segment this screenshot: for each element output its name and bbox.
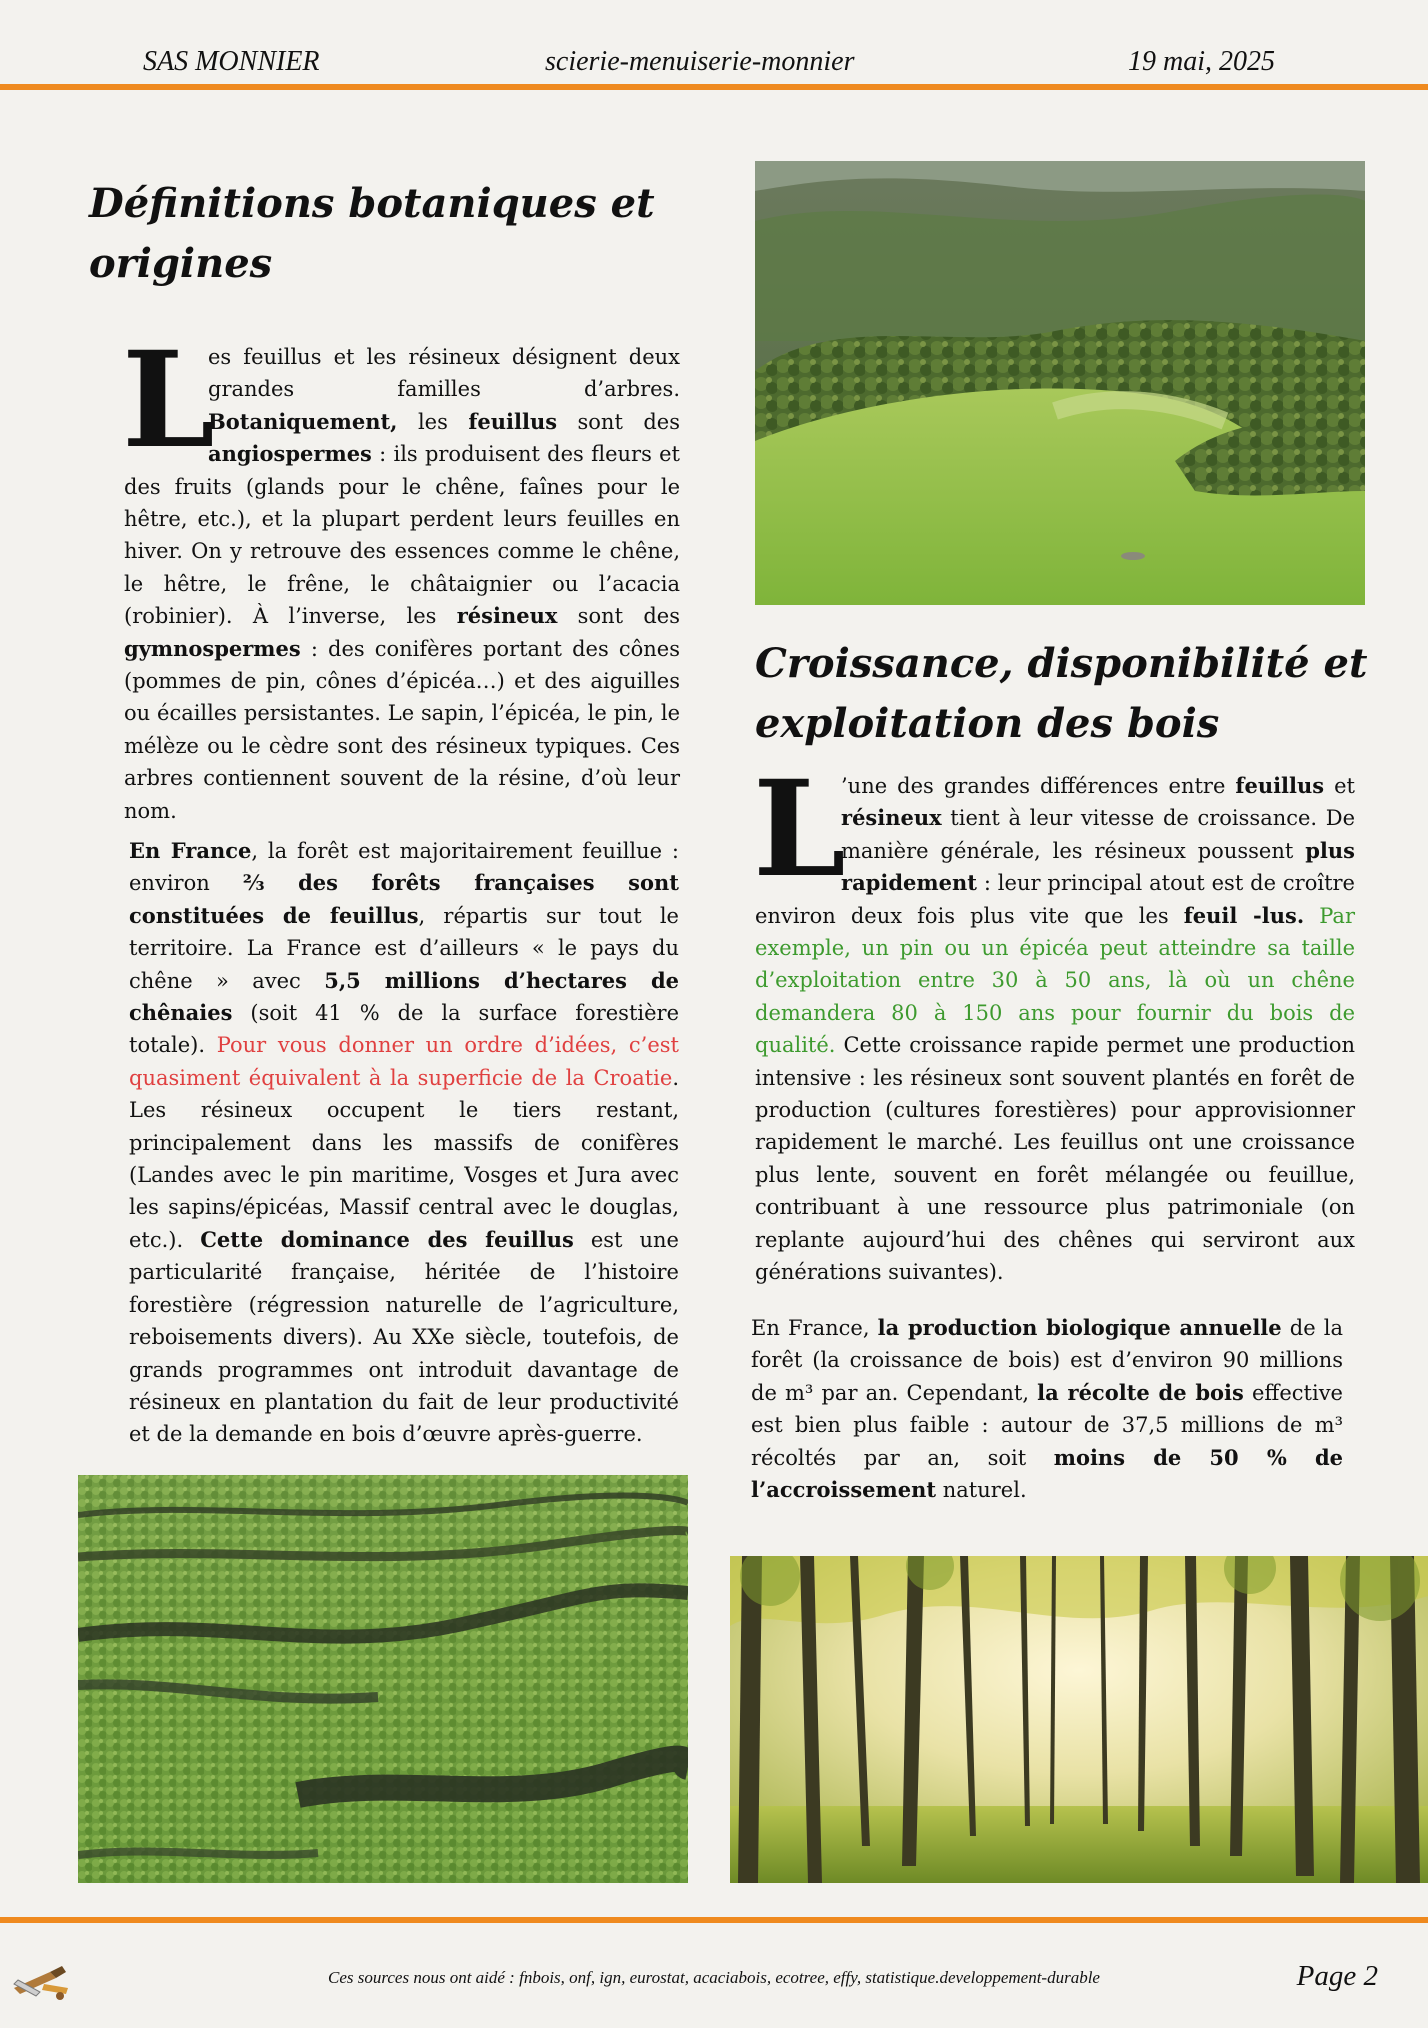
bold-run: feuillus (468, 408, 558, 434)
bold-run: angiospermes (208, 441, 372, 467)
section1-p1-content (122, 323, 680, 823)
text-run: : ils produisent des fleurs et des fruits (glands pour le chêne, faînes pour le hêtre, etc.), et la plupart perdent leurs feuilles en hiver. On y retrouve des essences comme le chêne, le hêtre, le frêne, le châtaignier ou l’acacia (robinier). À l’inverse, les (124, 442, 680, 629)
footer-sources: Ces sources nous ont aidé : fnbois, onf, ign, eurostat, acaciabois, ecotree, effy, statistique.developpement-durable (328, 1968, 1100, 1987)
bold-run: ⅔ des forêts françaises sont constituées de feuillus (129, 870, 679, 928)
sunlit-tree-trunks-photo (730, 1556, 1428, 1883)
text-run: En France, (751, 1316, 878, 1340)
text-run: sont des (557, 409, 680, 434)
text-run (1304, 904, 1319, 928)
bold-run: Cette dominance des feuillus (200, 1226, 574, 1252)
aerial-forest-image (78, 1475, 688, 1883)
section1-p2-content (129, 839, 679, 1446)
bold-run: En France (129, 838, 252, 863)
text-run: : leur principal atout est de croître environ deux fois plus vite que les (755, 871, 1355, 928)
landscape-image (755, 161, 1365, 605)
text-run: effective est bien plus faible : autour de 37,5 millions de m³ récoltés par an, soit (751, 1380, 1343, 1470)
bold-run: moins de 50 % de l’accroissement (751, 1444, 1344, 1503)
text-run: (soit 41 % de la surface forestière totale). (129, 1001, 679, 1058)
text-run: : des conifères portant des cônes (pommes de pin, cônes d’épicéa…) et des aiguilles ou écailles persistantes. Le sapin, l’épicéa, le pin, le mélèze ou le cèdre sont des résineux typiques. Ces arbres contiennent souvent de la résine, d’où leur nom. (124, 636, 680, 823)
section1-title (89, 174, 689, 294)
header-site: scierie-menuiserie-monnier (545, 46, 855, 77)
bold-run: feuillus (1235, 773, 1325, 798)
bold-run: la récolte de bois (1037, 1379, 1244, 1405)
section1-paragraph2 (129, 835, 679, 1451)
red-run: Pour vous donner un ordre d’idées, c’est quasiment équivalent à la superficie de la Croatie (129, 1033, 679, 1090)
text-run: les (397, 409, 469, 434)
page-number: Page 2 (1296, 1960, 1378, 1992)
section2-p1-content (753, 752, 1356, 1285)
section1-title-line1: Définitions botaniques et (89, 180, 655, 227)
footer-divider (0, 1917, 1428, 1923)
section2-title (755, 634, 1395, 754)
section1-dropcap: L (122, 323, 215, 478)
header-date: 19 mai, 2025 (1128, 46, 1275, 77)
section2-dropcap: L (753, 752, 846, 907)
bold-run: 5,5 millions d’hectares de chênaies (129, 967, 679, 1026)
section2-title-line1: Croissance, disponibilité et (755, 640, 1368, 687)
trees-image (730, 1556, 1428, 1883)
text-run: sont des (557, 604, 680, 629)
text-run: ’une des grandes différences entre (841, 774, 1236, 798)
hillside-meadow-forest-photo (755, 161, 1365, 605)
bold-run: gymnospermes (124, 635, 301, 661)
aerial-pine-plantation-photo (78, 1475, 688, 1883)
section2-title-line2: exploitation des bois (755, 700, 1220, 747)
text-run: , répartis sur tout le territoire. La France est d’ailleurs « le pays du chêne » avec (129, 903, 679, 993)
text-run: Cette croissance rapide permet une production intensive : les résineux sont souvent plantés en forêt de production (cultures forestières) pour approvisionner rapidement le marché. Les feuillus ont une croissance plus lente, souvent en forêt mélangée ou feuillue, contribuant à une ressource plus patrimoniale (on replante aujourd’hui des chênes qui serviront aux générations suivantes). (755, 1033, 1355, 1285)
text-run: est une particularité française, héritée de l’histoire forestière (régression naturelle de l’agriculture, reboisements divers). Au XXe siècle, toutefois, de grands programmes ont introduit davantage de résineux en plantation du fait de leur productivité et de la demande en bois d’œuvre après-guerre. (129, 1227, 679, 1447)
text-run: . Les résineux occupent le tiers restant, principalement dans les massifs de conifères (Landes avec le pin maritime, Vosges et Jura avec les sapins/épicéas, Massif central avec le douglas, etc.). (129, 1065, 679, 1252)
header-company: SAS MONNIER (143, 46, 320, 77)
bold-run: la production biologique annuelle (877, 1315, 1282, 1340)
section2-paragraph1 (753, 752, 1356, 1289)
bold-run: feuil -lus. (1183, 902, 1305, 928)
section1-paragraph1 (122, 323, 680, 827)
section2-p2-content (751, 1316, 1343, 1502)
green-run: Par exemple, un pin ou un épicéa peut atteindre sa taille d’exploitation entre 30 à 50 ans, là où un chêne demandera 80 à 150 ans pour fournir du bois de qualité. (755, 903, 1355, 1058)
bold-run: Botaniquement, (208, 408, 398, 434)
section1-title-line2: origines (89, 240, 273, 287)
text-run: de la forêt (la croissance de bois) est d’environ 90 millions de m³ par an. Cependant, (751, 1316, 1343, 1405)
header-divider (0, 84, 1428, 90)
text-run: es feuillus et les résineux désignent deux grandes familles d’arbres. (208, 345, 680, 402)
bold-run: résineux (456, 603, 558, 629)
bold-run: plus rapidement (841, 837, 1355, 896)
text-run: , la forêt est majoritairement feuillue : environ (129, 839, 679, 896)
text-run: naturel. (936, 1478, 1027, 1503)
bold-run: résineux (841, 805, 942, 831)
text-run: tient à leur vitesse de croissance. De manière générale, les résineux poussent (841, 806, 1355, 863)
text-run: et (1324, 774, 1356, 798)
section2-paragraph2 (751, 1312, 1343, 1506)
